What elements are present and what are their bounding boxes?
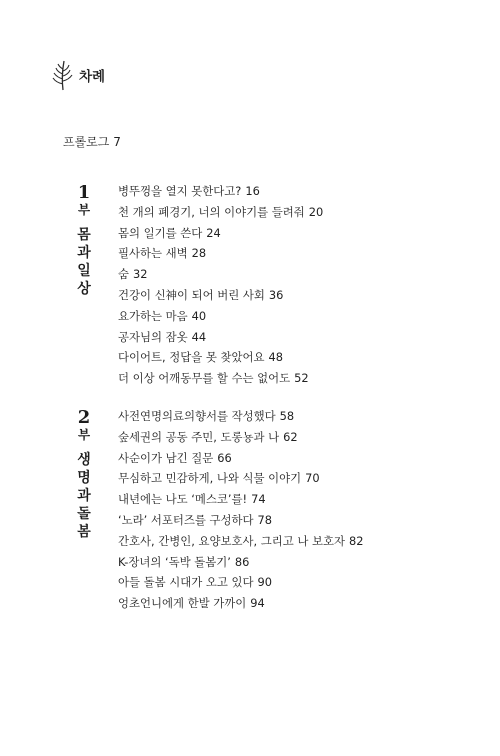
- entry-title: 무심하고 민감하게, 나와 식물 이야기: [118, 471, 302, 486]
- part-title-char: 생: [77, 452, 91, 468]
- entry-title: 사순이가 남긴 질문: [118, 450, 214, 465]
- entry-page: 86: [234, 554, 250, 569]
- prologue-page: 7: [113, 135, 121, 149]
- toc-entry[interactable]: [118, 468, 364, 489]
- part-title-char: 일: [77, 263, 91, 279]
- entry-page: 82: [349, 533, 364, 548]
- toc-entry[interactable]: [118, 406, 364, 427]
- part-label: 부: [77, 202, 91, 217]
- entry-page: 58: [279, 409, 295, 423]
- entry-title: ‘노라’ 서포터즈를 구성하다: [118, 512, 254, 527]
- part-1-heading: [72, 184, 96, 298]
- contents-title: 차례: [79, 69, 106, 85]
- toc-entry[interactable]: [118, 264, 323, 285]
- entry-title: 아들 돌봄 시대가 오고 있다: [118, 575, 254, 590]
- entry-page: 40: [191, 308, 207, 323]
- entry-title: 몸의 일기를 쓴다: [118, 225, 203, 240]
- entry-title: 건강이 신神이 되어 버린 사회: [118, 287, 265, 302]
- prologue-label: 프롤로그: [63, 135, 110, 149]
- entry-page: 66: [217, 450, 232, 465]
- entry-page: 28: [191, 246, 207, 261]
- entry-title: 내년에는 나도 ‘메스코’를!: [118, 492, 248, 507]
- entry-title: 필사하는 새벽: [118, 246, 188, 261]
- part-title-char: 상: [77, 281, 91, 297]
- entry-page: 20: [308, 204, 324, 219]
- entry-title: 사전연명의료의향서를 작성했다: [118, 409, 276, 423]
- entry-page: 48: [268, 350, 284, 365]
- entry-page: 74: [251, 492, 266, 507]
- toc-entry[interactable]: [118, 572, 364, 593]
- part-1-entry-list: [118, 181, 323, 389]
- toc-entry[interactable]: [118, 202, 323, 223]
- entry-title: 숨: [118, 267, 130, 282]
- entry-page: 44: [191, 329, 207, 344]
- toc-entry[interactable]: [118, 531, 364, 552]
- entry-page: 16: [245, 184, 260, 198]
- entry-title: 숲세권의 공동 주민, 도롱뇽과 나: [118, 429, 280, 444]
- toc-entry[interactable]: [118, 368, 323, 389]
- toc-entry[interactable]: [118, 347, 323, 368]
- part-title-char: 몸: [77, 227, 91, 243]
- toc-entry[interactable]: [118, 223, 323, 244]
- toc-entry[interactable]: [118, 181, 323, 202]
- toc-entry[interactable]: [118, 448, 364, 469]
- part-number: 2: [77, 407, 91, 428]
- part-label: 부: [77, 427, 91, 442]
- toc-entry[interactable]: [118, 593, 364, 614]
- entry-title: 요가하는 마음: [118, 308, 188, 323]
- part-title: [72, 451, 96, 541]
- entry-page: 36: [268, 287, 284, 302]
- toc-entry[interactable]: [118, 427, 364, 448]
- entry-title: 다이어트, 정답을 못 찾았어요: [118, 350, 265, 365]
- entry-title: 엉초언니에게 한발 가까이: [118, 596, 247, 611]
- toc-entry[interactable]: [118, 285, 323, 306]
- entry-page: 78: [257, 512, 273, 527]
- toc-entry[interactable]: [118, 489, 364, 510]
- entry-page: 62: [283, 429, 298, 444]
- part-number: 1: [77, 182, 91, 203]
- entry-page: 52: [294, 371, 309, 386]
- entry-title: K-장녀의 ‘독박 돌봄기’: [118, 554, 231, 569]
- toc-entry[interactable]: [118, 327, 323, 348]
- part-title-char: 돌: [77, 506, 91, 522]
- entry-title: 더 이상 어깨동무를 할 수는 없어도: [118, 371, 291, 386]
- part-title-char: 과: [77, 488, 91, 504]
- part-title-char: 봄: [77, 524, 91, 540]
- entry-page: 94: [250, 596, 265, 611]
- entry-page: 90: [257, 575, 273, 590]
- toc-entry[interactable]: [118, 552, 364, 573]
- entry-title: 간호사, 간병인, 요양보호사, 그리고 나 보호자: [118, 533, 346, 548]
- entry-page: 24: [206, 225, 221, 240]
- entry-page: 32: [133, 267, 148, 282]
- toc-entry[interactable]: [118, 306, 323, 327]
- toc-entry[interactable]: [118, 510, 364, 531]
- leaf-sprig-icon: [50, 58, 76, 92]
- part-2-heading: [72, 409, 96, 541]
- contents-header: [50, 58, 105, 92]
- part-title-char: 과: [77, 245, 91, 261]
- entry-page: 70: [305, 471, 320, 486]
- entry-title: 천 개의 폐경기, 너의 이야기를 들려줘: [118, 204, 305, 219]
- part-title: [72, 226, 96, 298]
- part-title-char: 명: [77, 470, 91, 486]
- prologue-entry[interactable]: [63, 133, 121, 150]
- toc-entry[interactable]: [118, 243, 323, 264]
- entry-title: 병뚜껑을 열지 못한다고?: [118, 184, 242, 198]
- part-2-entry-list: [118, 406, 364, 614]
- entry-title: 공자님의 잠옷: [118, 329, 188, 344]
